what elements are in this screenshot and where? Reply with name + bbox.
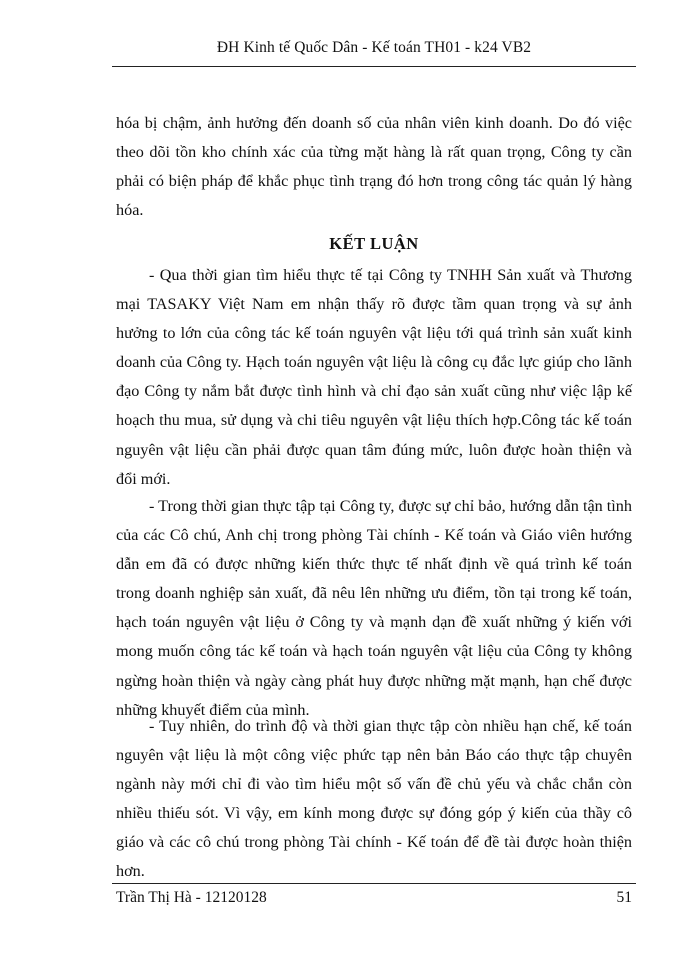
paragraph-continuation: hóa bị chậm, ảnh hưởng đến doanh số của nhân viên kinh doanh. Do đó việc theo dõi tồn kho chính xác của từng mặt hàng là rất quan trọng, Công ty cần phải có biện pháp để khắc phục tình trạng đó hơn trong công tác quản lý hàng hóa.	[116, 114, 632, 220]
footer-rule	[112, 883, 636, 884]
page-header: ĐH Kinh tế Quốc Dân - Kế toán TH01 - k24 VB2	[216, 39, 532, 56]
header-rule	[112, 66, 636, 67]
paragraph-conclusion-2: - Trong thời gian thực tập tại Công ty, được sự chỉ bảo, hướng dẫn tận tình của các Cô chú, Anh chị trong phòng Tài chính - Kế toán và Giáo viên hướng dẫn em đã có được những kiến thức thực tế nhất định về quá trình kế toán trong doanh nghiệp sản xuất, đã nêu lên những ưu điểm, tồn tại trong kế toán, hạch toán nguyên vật liệu ở Công ty và mạnh dạn đề xuất những ý kiến với mong muốn công tác kế toán và hạch toán nguyên vật liệu của Công ty không ngừng hoàn thiện và ngày càng phát huy được những mặt mạnh, hạn chế được những khuyết điểm của mình.	[116, 497, 632, 719]
paragraph-conclusion-1: - Qua thời gian tìm hiểu thực tế tại Công ty TNHH Sản xuất và Thương mại TASAKY Việt Nam em nhận thấy rõ được tầm quan trọng và sự ảnh hưởng to lớn của công tác kế toán nguyên vật liệu tới quá trình sản xuất kinh doanh của Công ty. Hạch toán nguyên vật liệu là công cụ đắc lực giúp cho lãnh đạo Công ty nắm bắt được tình hình và chỉ đạo sản xuất cũng như việc lập kế hoạch thu mua, sử dụng và chi tiêu nguyên vật liệu thích hợp.Công tác kế toán nguyên vật liệu cần phải được quan tâm đúng mức, luôn được hoàn thiện và đổi mới.	[116, 266, 632, 488]
paragraph-conclusion-3: - Tuy nhiên, do trình độ và thời gian thực tập còn nhiều hạn chế, kế toán nguyên vật liệu là một công việc phức tạp nên bản Báo cáo thực tập chuyên ngành này mới chỉ đi vào tìm hiểu một số vấn đề chủ yếu và chắc chắn còn nhiều thiếu sót. Vì vậy, em kính mong được sự đóng góp ý kiến của thầy cô giáo và các cô chú trong phòng Tài chính - Kế toán để đề tài được hoàn thiện hơn.	[116, 717, 632, 881]
section-title: KẾT LUẬN	[329, 234, 419, 253]
page-number: 51	[616, 889, 632, 906]
footer-author: Trần Thị Hà - 12120128	[116, 889, 267, 906]
